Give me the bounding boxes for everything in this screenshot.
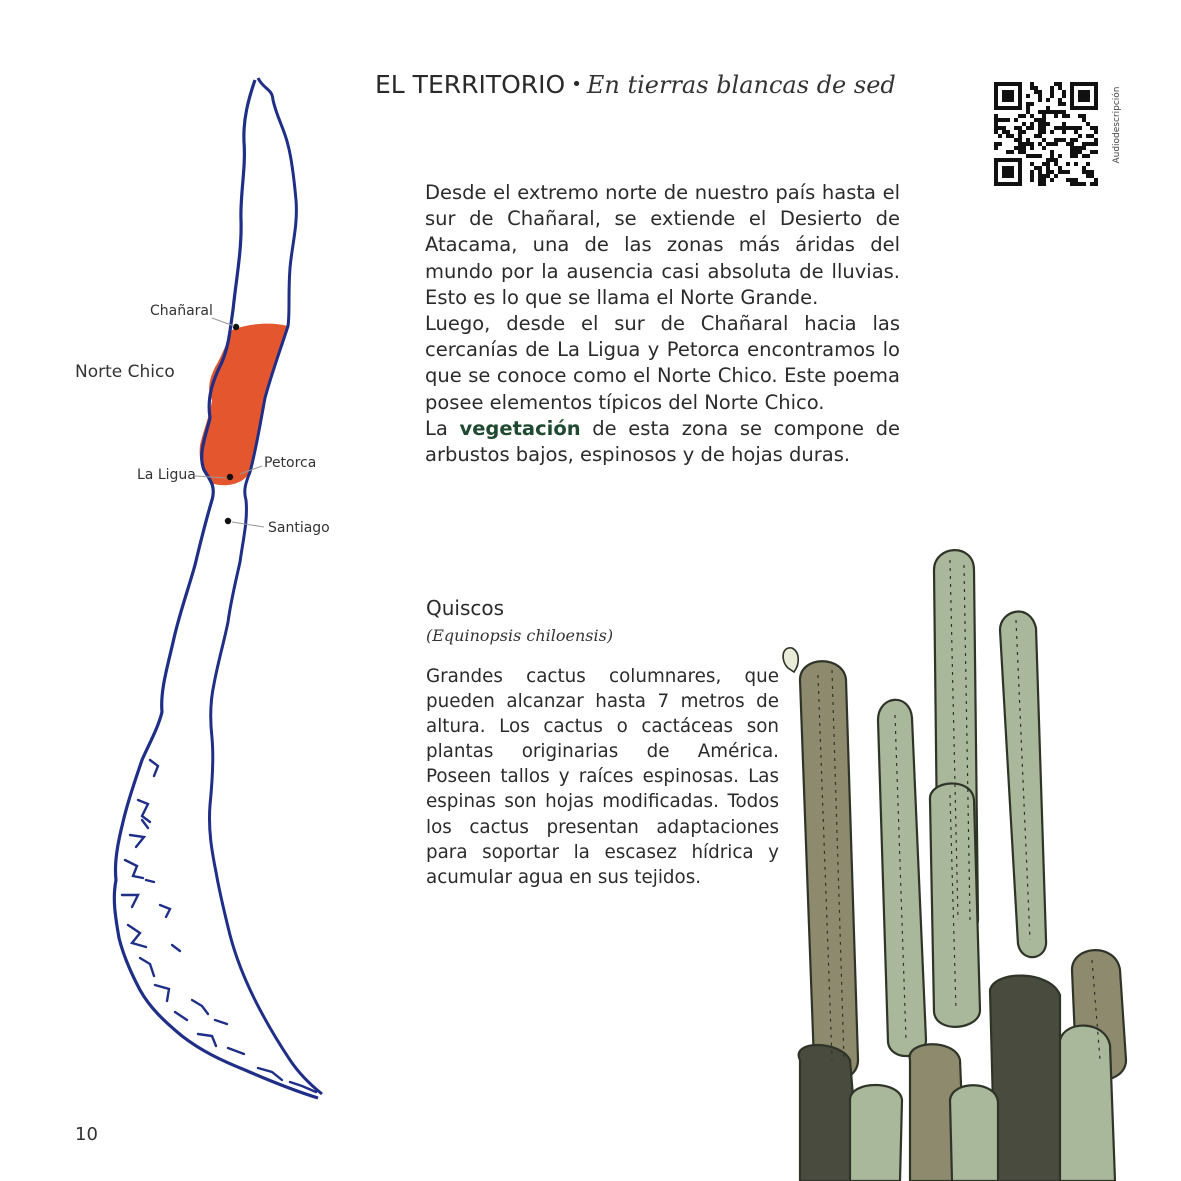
intro-paragraph-2: Luego, desde el sur de Chañaral hacia las cercanías de La Ligua y Petorca encontramos lo que se conoce como el Norte Chico. Este poema posee elementos típicos del Norte Chico.: [425, 312, 900, 414]
la-ligua-dot: [227, 474, 233, 480]
section-title: EL TERRITORIO: [375, 70, 566, 99]
map-label-chanaral: Chañaral: [150, 303, 213, 319]
title-separator: •: [571, 74, 582, 95]
audiodescripcion-label: Audiodescripción: [1112, 86, 1122, 164]
species-description: Grandes cactus columnares, que pueden alcanzar hasta 7 metros de altura. Los cactus o cactáceas son plantas originarias de América. Poseen tallos y raíces espinosas. Las espinas son hojas modificadas. Todos los cactus presentan adaptaciones para soportar la escasez hídrica y acumular agua en sus tejidos.: [426, 666, 779, 888]
border-east: [209, 78, 322, 1094]
section-subtitle: En tierras blancas de sed: [586, 71, 896, 99]
species-name: Quiscos: [426, 596, 505, 620]
qr-code-icon[interactable]: [994, 82, 1098, 186]
cactus-illustration: [760, 540, 1181, 1181]
southern-islands: [122, 760, 316, 1092]
cactus-stem: [930, 783, 980, 1026]
species-scientific-name: (Equinopsis chiloensis): [426, 626, 614, 645]
intro-paragraph-3: La vegetación de esta zona se compone de arbustos bajos, espinosos y de hojas duras.: [425, 416, 901, 467]
map-label-la-ligua: La Ligua: [137, 467, 196, 483]
page-number: 10: [75, 1124, 98, 1145]
cactus-bud: [783, 648, 798, 672]
cactus-base: [950, 1085, 998, 1181]
chile-map: [0, 60, 380, 1120]
map-label-petorca: Petorca: [264, 455, 317, 471]
coastline-west: [114, 80, 318, 1098]
cactus-base: [990, 976, 1060, 1181]
vegetacion-highlight: vegetación: [459, 416, 581, 440]
cactus-stem: [800, 661, 858, 1080]
qr-label: [1096, 80, 1126, 190]
page-title: [375, 70, 935, 110]
cactus-stem: [1000, 612, 1046, 958]
map-label-santiago: Santiago: [268, 520, 330, 536]
intro-text: [425, 180, 900, 468]
intro-paragraph-1: Desde el extremo norte de nuestro país hasta el sur de Chañaral, se extiende el Desierto de Atacama, una de las zonas más áridas del mundo por la ausencia casi absoluta de lluvias. Esto es lo que se llama el Norte Grande.: [425, 181, 900, 309]
chanaral-dot: [233, 324, 239, 330]
qr-code-graphic: [994, 82, 1098, 186]
cactus-base: [850, 1085, 902, 1181]
cactus-stem: [878, 700, 926, 1056]
cactus-base: [1060, 1026, 1115, 1181]
map-label-norte-chico: Norte Chico: [75, 362, 175, 382]
santiago-dot: [225, 518, 231, 524]
